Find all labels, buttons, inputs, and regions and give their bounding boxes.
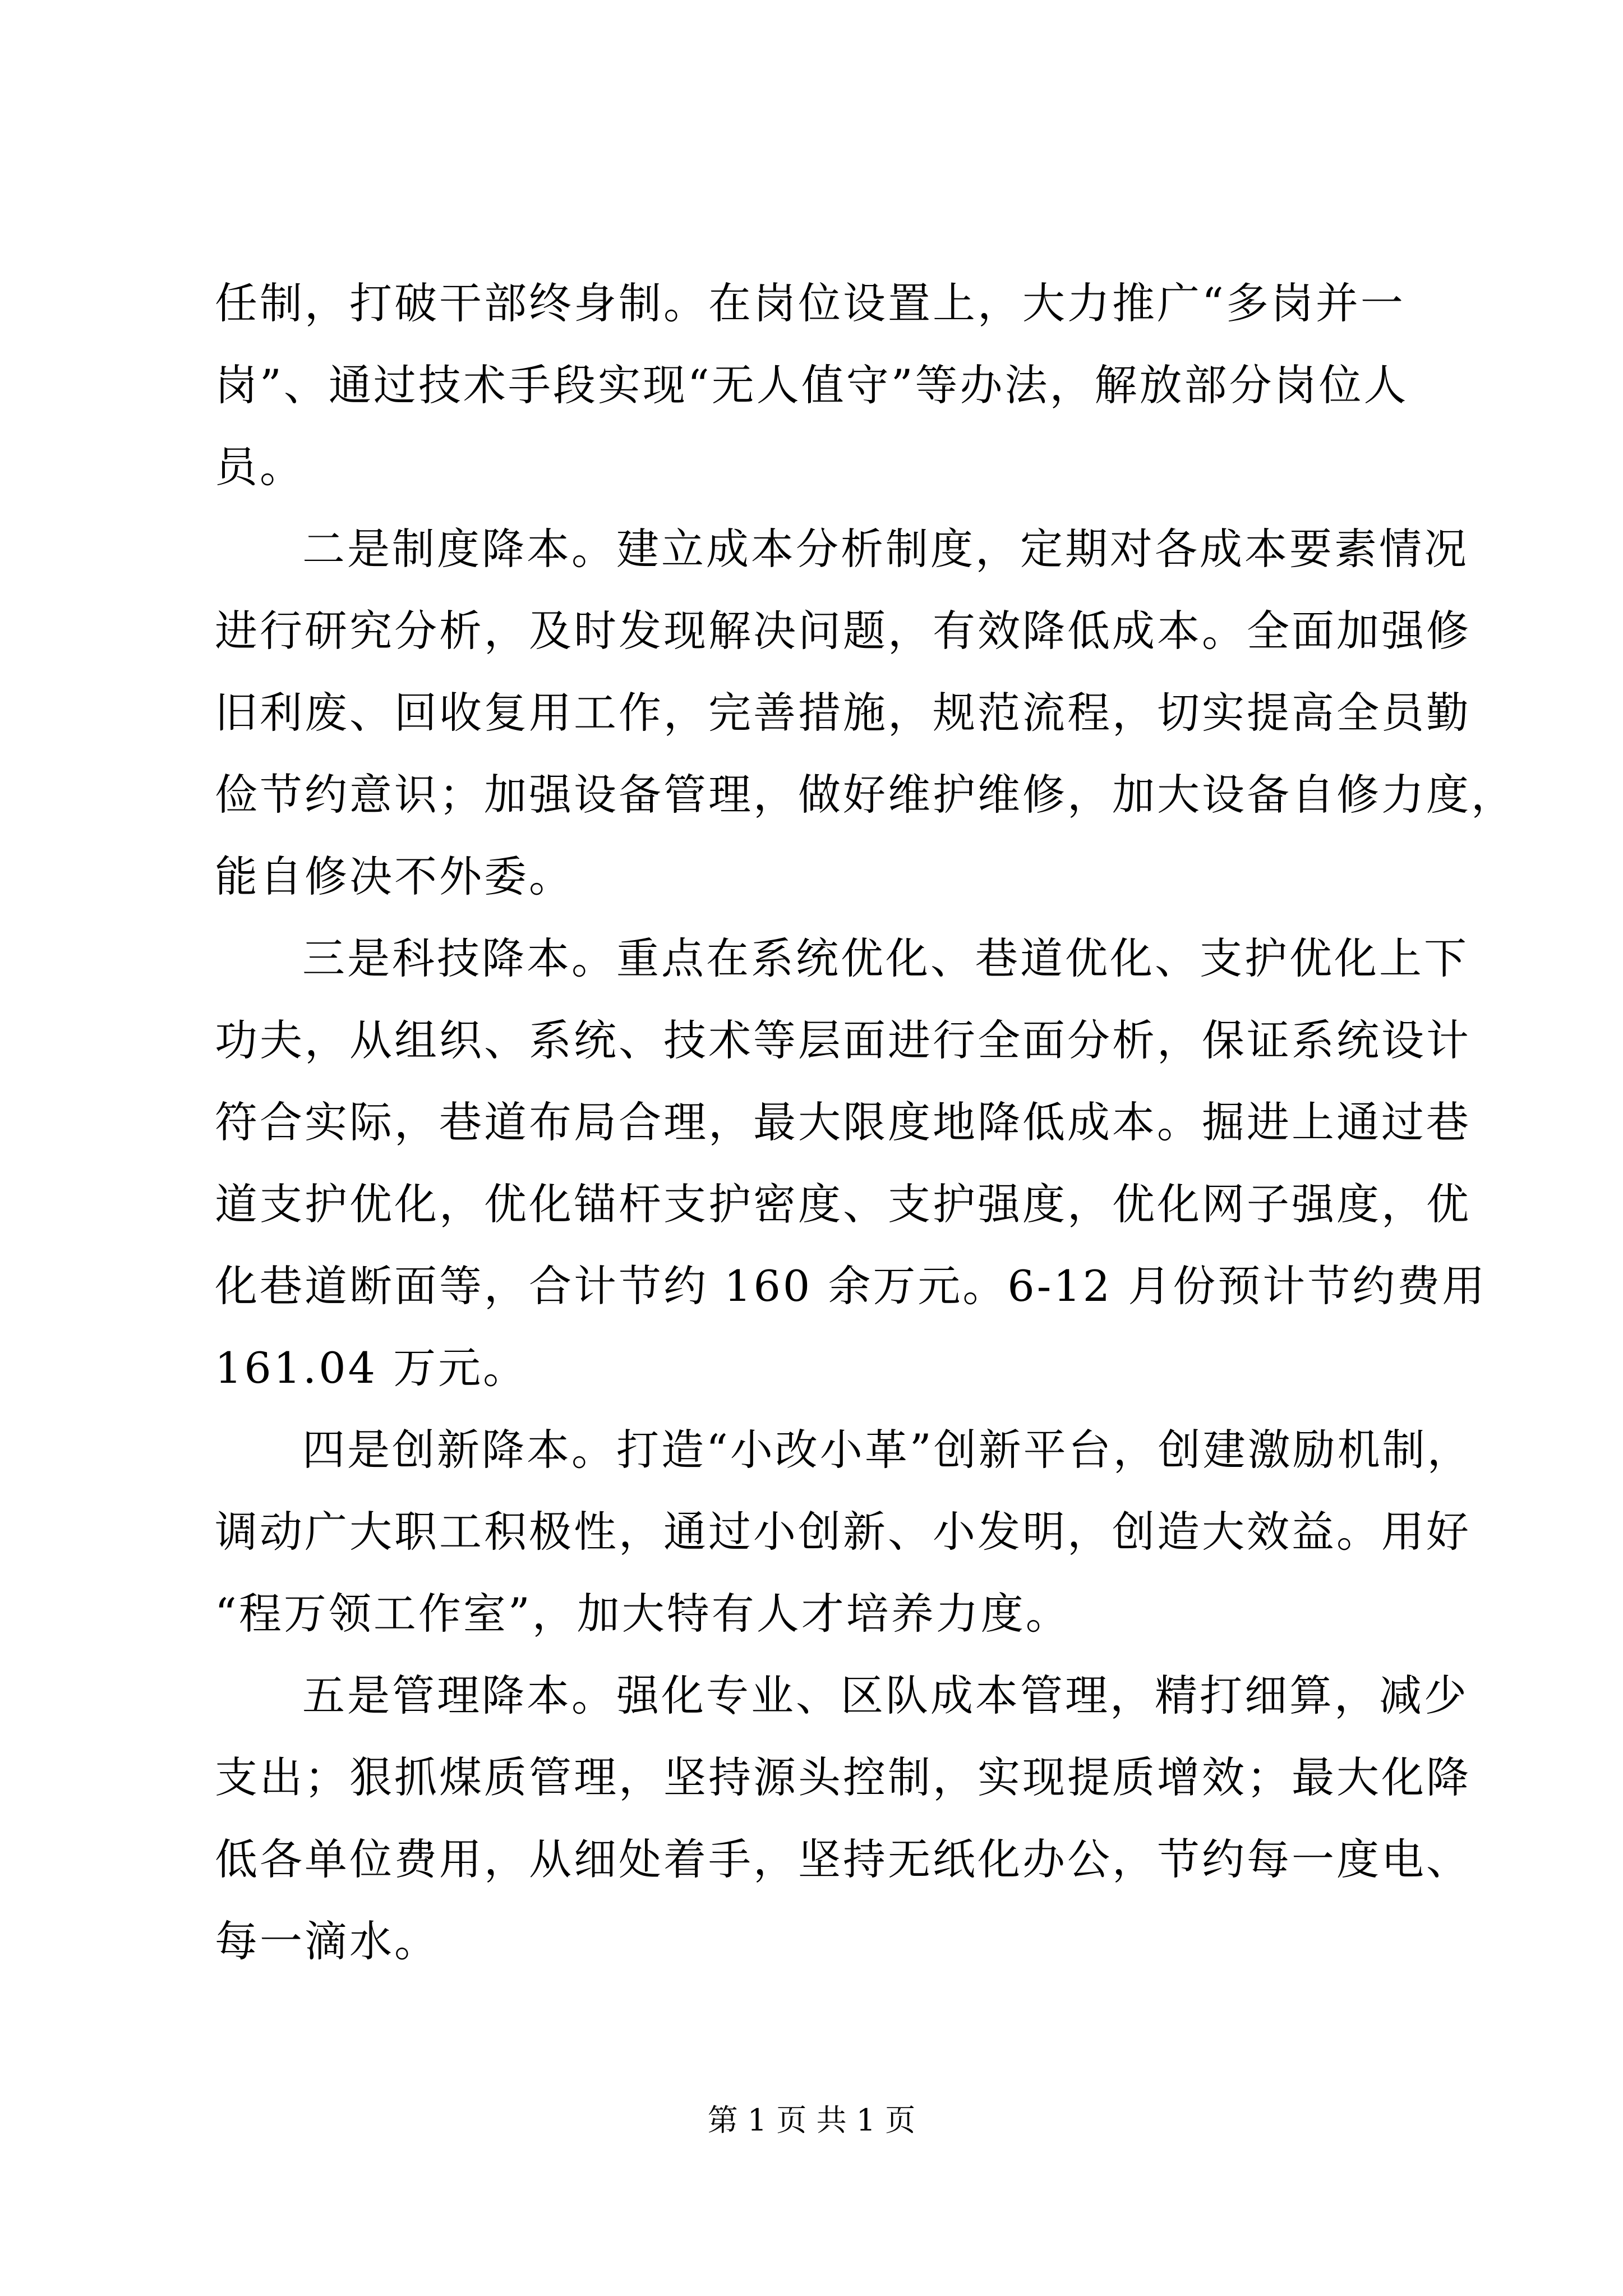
text-line: “程万领工作室”，加大特有人才培养力度。 bbox=[215, 1589, 1071, 1639]
text-line: 符合实际，巷道布局合理，最大限度地降低成本。掘进上通过巷 bbox=[215, 1097, 1471, 1147]
paragraph bbox=[215, 508, 1516, 918]
text-line: 岗”、通过技术手段实现“无人值守”等办法，解放部分岗位人 bbox=[215, 360, 1409, 410]
text-line: 二是制度降本。建立成本分析制度，定期对各成本要素情况 bbox=[302, 524, 1469, 574]
text-line: 161.04 万元。 bbox=[215, 1343, 528, 1393]
text-line: 化巷道断面等，合计节约 160 余万元。6-12 月份预计节约费用 bbox=[215, 1261, 1487, 1311]
paragraph bbox=[215, 918, 1487, 1409]
page-number-footer: 第 1 页 共 1 页 bbox=[707, 2102, 916, 2138]
text-line: 任制，打破干部终身制。在岗位设置上，大力推广“多岗并一 bbox=[215, 278, 1405, 328]
text-line: 五是管理降本。强化专业、区队成本管理，精打细算，减少 bbox=[302, 1671, 1469, 1720]
text-line: 支出；狠抓煤质管理，坚持源头控制，实现提质增效；最大化降 bbox=[215, 1752, 1471, 1802]
text-line: 低各单位费用，从细处着手，坚持无纸化办公，节约每一度电、 bbox=[215, 1834, 1471, 1884]
paragraph bbox=[215, 1409, 1472, 1655]
text-line: 旧利废、回收复用工作，完善措施，规范流程，切实提高全员勤 bbox=[215, 688, 1471, 738]
paragraph bbox=[215, 263, 1415, 508]
text-line: 每一滴水。 bbox=[215, 1916, 439, 1966]
text-line: 功夫，从组织、系统、技术等层面进行全面分析，保证系统设计 bbox=[215, 1015, 1471, 1065]
text-line: 进行研究分析，及时发现解决问题，有效降低成本。全面加强修 bbox=[215, 606, 1471, 656]
text-line: 道支护优化，优化锚杆支护密度、支护强度，优化网子强度，优 bbox=[215, 1179, 1471, 1229]
text-line: 俭节约意识；加强设备管理，做好维护维修，加大设备自修力度， bbox=[215, 770, 1516, 820]
paragraph bbox=[215, 1655, 1471, 1982]
text-line: 能自修决不外委。 bbox=[215, 852, 574, 901]
text-line: 四是创新降本。打造“小改小革”创新平台，创建激励机制， bbox=[302, 1425, 1472, 1475]
text-line: 员。 bbox=[215, 442, 305, 492]
document-body bbox=[215, 263, 1516, 1982]
text-line: 调动广大职工积极性，通过小创新、小发明，创造大效益。用好 bbox=[215, 1507, 1471, 1557]
text-line: 三是科技降本。重点在系统优化、巷道优化、支护优化上下 bbox=[302, 933, 1469, 983]
